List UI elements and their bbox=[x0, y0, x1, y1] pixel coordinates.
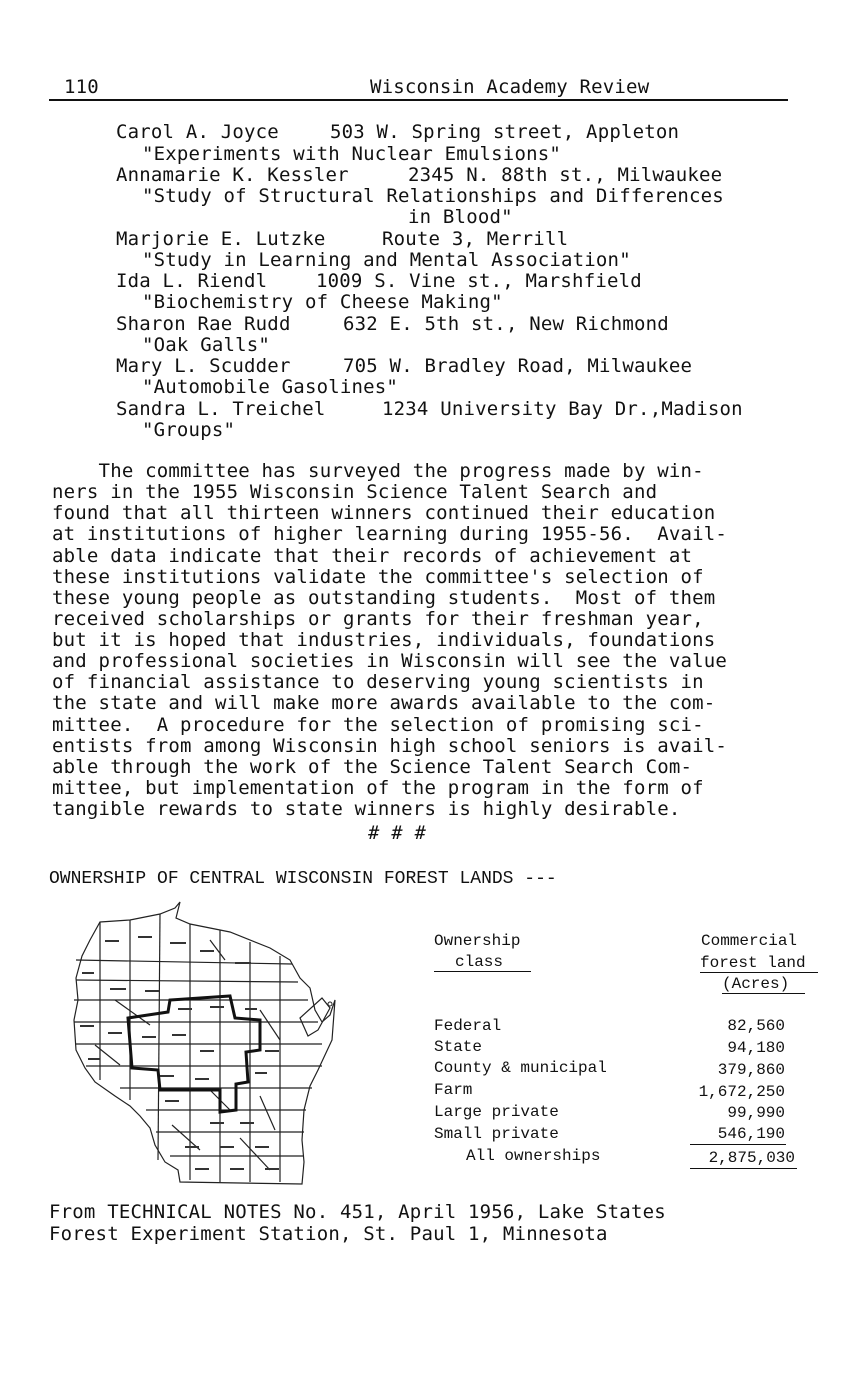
winner-2-name: Annamarie K. Kessler bbox=[116, 164, 349, 186]
row-value: 379,860 bbox=[717, 1061, 785, 1079]
winner-2-topic-cont: in Blood" bbox=[408, 206, 513, 228]
paragraph-line: the state and will make more awards available to the com- bbox=[52, 692, 716, 714]
winner-4-topic: "Biochemistry of Cheese Making" bbox=[142, 291, 503, 313]
col2-header-line1: Commercial bbox=[701, 932, 798, 950]
row-label: County & municipal bbox=[434, 1059, 607, 1077]
winner-5-address: 632 E. 5th st., New Richmond bbox=[343, 313, 669, 335]
section-separator: # # # bbox=[368, 822, 427, 844]
paragraph-line: of financial assistance to deserving young scientists in bbox=[52, 671, 704, 693]
winner-1-name: Carol A. Joyce bbox=[116, 121, 279, 143]
paragraph-line: these young people as outstanding students. Most of them bbox=[52, 587, 716, 609]
paragraph-line: able data indicate that their records of achievement at bbox=[52, 545, 693, 567]
winner-3-address: Route 3, Merrill bbox=[382, 228, 569, 250]
row-label: State bbox=[434, 1038, 483, 1056]
winner-4-address: 1009 S. Vine st., Marshfield bbox=[316, 270, 642, 292]
paragraph-line: able through the work of the Science Talent Search Com- bbox=[52, 756, 693, 778]
winner-5-name: Sharon Rae Rudd bbox=[116, 313, 291, 335]
paragraph-line: at institutions of higher learning during 1955-56. Avail- bbox=[52, 523, 728, 545]
paragraph-line: ners in the 1955 Wisconsin Science Talent Search and bbox=[52, 481, 658, 503]
row-label: Federal bbox=[434, 1017, 502, 1035]
row-label: Farm bbox=[434, 1081, 473, 1099]
paragraph-line: and professional societies in Wisconsin will see the value bbox=[52, 650, 728, 672]
winner-6-name: Mary L. Scudder bbox=[116, 355, 291, 377]
wisconsin-map-graphic bbox=[60, 900, 350, 1190]
col1-header-line2: class bbox=[455, 953, 504, 971]
winner-7-address: 1234 University Bay Dr.,Madison bbox=[382, 398, 743, 420]
row-label: Small private bbox=[434, 1125, 559, 1143]
col1-header-underline bbox=[434, 971, 531, 972]
header-rule bbox=[49, 99, 788, 101]
row-value: 99,990 bbox=[727, 1104, 785, 1122]
paragraph-line: found that all thirteen winners continued their education bbox=[52, 502, 716, 524]
col1-header-line1: Ownership bbox=[434, 932, 521, 950]
winner-2-address: 2345 N. 88th st., Milwaukee bbox=[408, 164, 723, 186]
source-line: Forest Experiment Station, St. Paul 1, Minnesota bbox=[49, 1223, 608, 1245]
source-line: From TECHNICAL NOTES No. 451, April 1956, Lake States bbox=[49, 1201, 666, 1223]
total-rule-top bbox=[690, 1144, 786, 1145]
winner-7-name: Sandra L. Treichel bbox=[116, 398, 326, 420]
row-value: 82,560 bbox=[727, 1017, 785, 1035]
page-number: 110 bbox=[64, 76, 99, 98]
winner-2-topic: "Study of Structural Relationships and Differences bbox=[142, 185, 724, 207]
total-value: 2,875,030 bbox=[708, 1149, 795, 1167]
winner-4-name: Ida L. Riendl bbox=[116, 270, 268, 292]
winner-1-address: 503 W. Spring street, Appleton bbox=[330, 121, 680, 143]
paragraph-line: tangible rewards to state winners is highly desirable. bbox=[52, 798, 681, 820]
total-label: All ownerships bbox=[466, 1147, 601, 1165]
winner-6-topic: "Automobile Gasolines" bbox=[142, 376, 399, 398]
journal-title: Wisconsin Academy Review bbox=[370, 76, 650, 98]
paragraph-line: these institutions validate the committee's selection of bbox=[52, 566, 704, 588]
paragraph-line: mittee, but implementation of the program in the form of bbox=[52, 777, 704, 799]
col2-header-line3: (Acres) bbox=[722, 975, 790, 993]
winner-3-name: Marjorie E. Lutzke bbox=[116, 228, 326, 250]
row-value: 94,180 bbox=[727, 1039, 785, 1057]
total-rule-bottom bbox=[690, 1168, 797, 1169]
paragraph-line: mittee. A procedure for the selection of promising sci- bbox=[52, 714, 704, 736]
col2-header-underline bbox=[700, 972, 818, 973]
winner-7-topic: "Groups" bbox=[142, 419, 236, 441]
col2-units-underline bbox=[722, 993, 805, 994]
winner-3-topic: "Study in Learning and Mental Association" bbox=[142, 249, 631, 271]
section-title: OWNERSHIP OF CENTRAL WISCONSIN FOREST LANDS --- bbox=[49, 869, 557, 889]
paragraph-line: The committee has surveyed the progress made by win- bbox=[52, 460, 704, 482]
paragraph-line: but it is hoped that industries, individuals, foundations bbox=[52, 629, 716, 651]
row-value: 1,672,250 bbox=[698, 1083, 785, 1101]
col2-header-line2: forest land bbox=[700, 954, 806, 972]
winner-6-address: 705 W. Bradley Road, Milwaukee bbox=[343, 355, 693, 377]
wisconsin-map bbox=[60, 900, 350, 1190]
paragraph-line: received scholarships or grants for their freshman year, bbox=[52, 608, 704, 630]
winner-5-topic: "Oak Galls" bbox=[142, 334, 271, 356]
winner-1-topic: "Experiments with Nuclear Emulsions" bbox=[142, 143, 562, 165]
row-label: Large private bbox=[434, 1103, 559, 1121]
paragraph-line: entists from among Wisconsin high school seniors is avail- bbox=[52, 735, 728, 757]
row-value: 546,190 bbox=[717, 1125, 785, 1143]
